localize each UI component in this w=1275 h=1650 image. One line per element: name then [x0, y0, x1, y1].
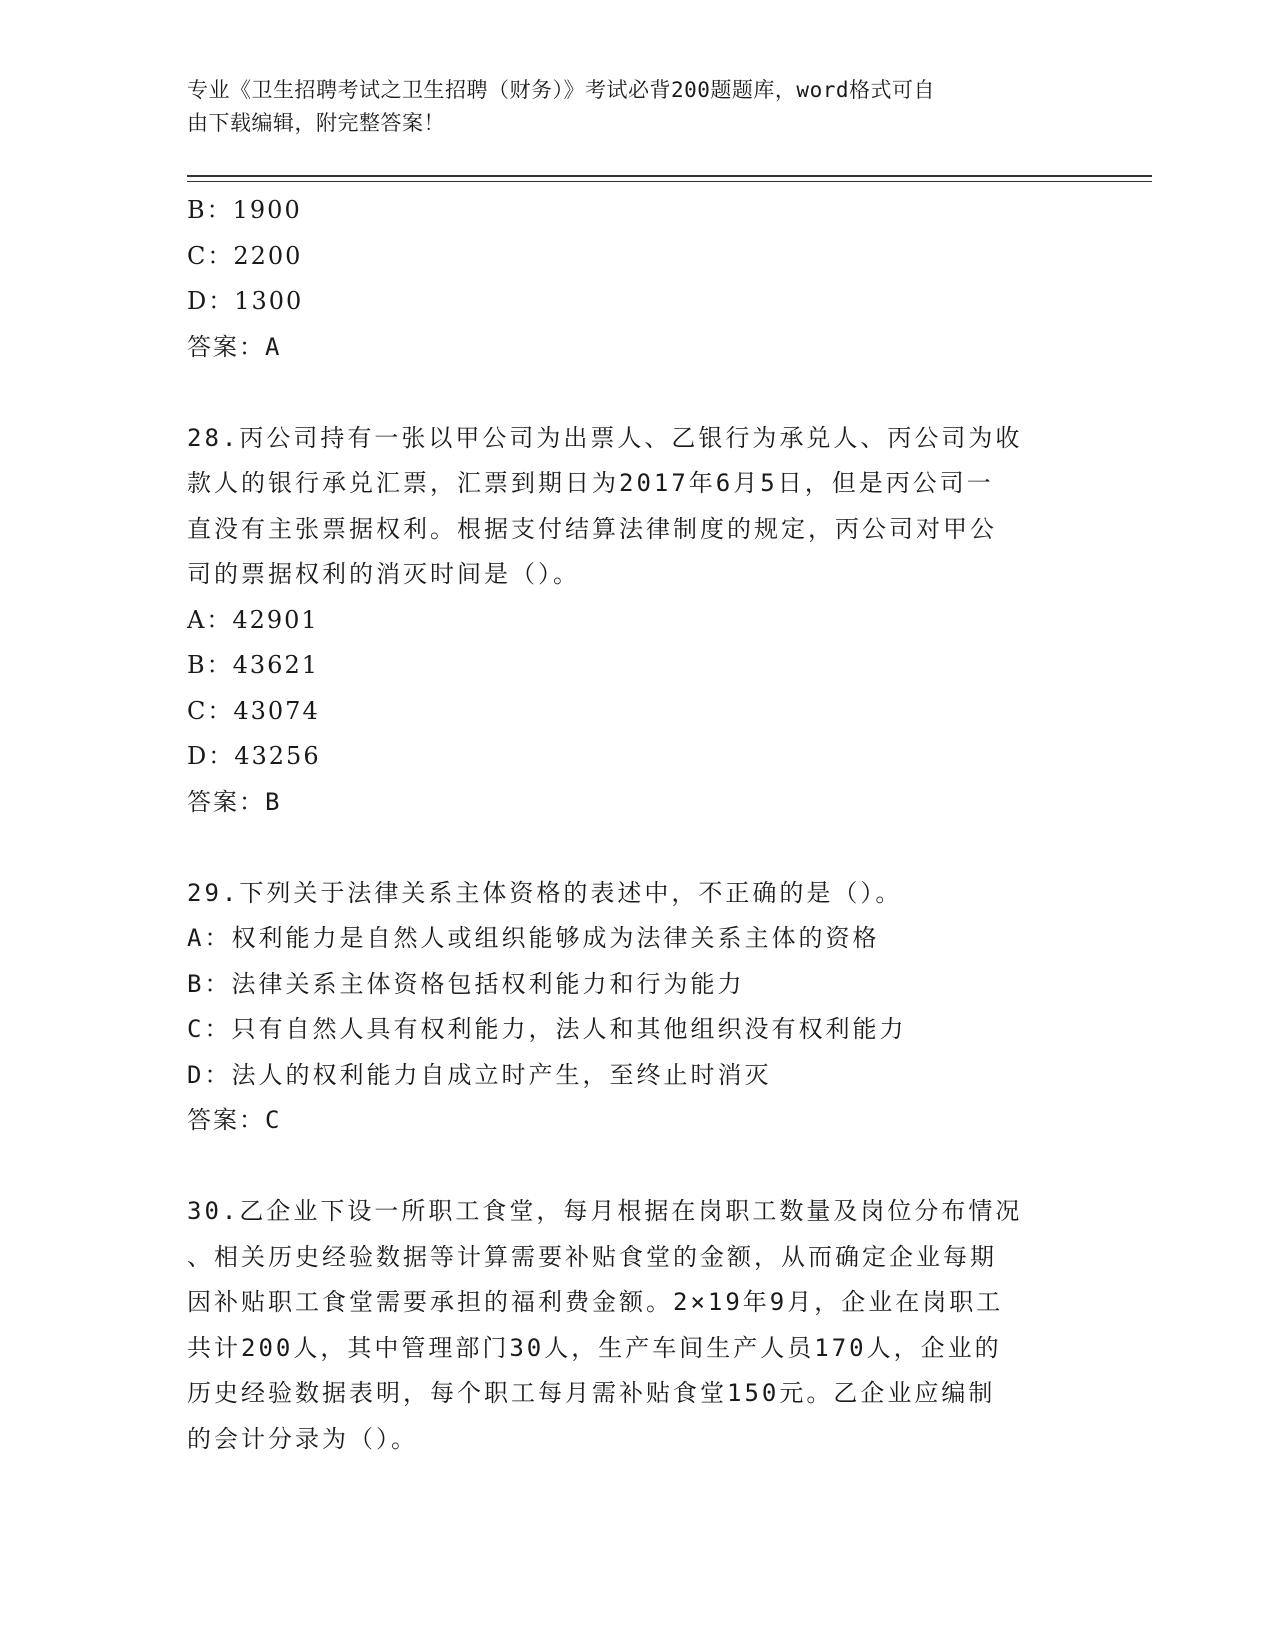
option-c: C：2200 — [187, 241, 303, 270]
answer-line: 答案：A — [187, 332, 282, 361]
header-line-2: 由下载编辑，附完整答案！ — [187, 111, 445, 135]
header-rule-thick — [187, 175, 1152, 177]
answer-line: 答案：C — [187, 1106, 282, 1134]
question-text-line: 款人的银行承兑汇票，汇票到期日为2017年6月5日，但是丙公司一 — [187, 469, 994, 497]
question-30 — [187, 1189, 1087, 1462]
option-d: D：43256 — [187, 742, 321, 770]
header-line-1: 专业《卫生招聘考试之卫生招聘（财务）》考试必背200题题库，word格式可自 — [187, 78, 935, 102]
option-c: C：43074 — [187, 696, 320, 725]
spacer — [187, 1144, 1087, 1190]
question-text-line: 30.乙企业下设一所职工食堂，每月根据在岗职工数量及岗位分布情况 — [187, 1197, 1023, 1225]
spacer — [187, 825, 1087, 871]
header-rule-thin — [187, 181, 1152, 182]
option-b: B：法律关系主体资格包括权利能力和行为能力 — [187, 969, 745, 998]
question-28 — [187, 416, 1087, 826]
answer-line: 答案：B — [187, 787, 282, 816]
question-text-line: 28.丙公司持有一张以甲公司为出票人、乙银行为承兑人、丙公司为收 — [187, 423, 1023, 452]
option-b: B：43621 — [187, 651, 319, 679]
question-text-line: 共计200人，其中管理部门30人，生产车间生产人员170人，企业的 — [187, 1333, 1002, 1362]
option-c: C：只有自然人具有权利能力，法人和其他组织没有权利能力 — [187, 1015, 907, 1043]
option-a: A：42901 — [187, 605, 319, 634]
option-d: D：法人的权利能力自成立时产生，至终止时消灭 — [187, 1060, 772, 1089]
previous-question-tail — [187, 188, 1087, 370]
document-header — [187, 74, 1057, 140]
question-text-line: 、相关历史经验数据等计算需要补贴食堂的金额，从而确定企业每期 — [187, 1242, 997, 1271]
question-text-line: 直没有主张票据权利。根据支付结算法律制度的规定，丙公司对甲公 — [187, 514, 997, 543]
question-text-line: 因补贴职工食堂需要承担的福利费金额。2×19年9月，企业在岗职工 — [187, 1288, 1004, 1316]
question-text-line: 29.下列关于法律关系主体资格的表述中，不正确的是（）。 — [187, 878, 903, 907]
option-a: A：权利能力是自然人或组织能够成为法律关系主体的资格 — [187, 924, 880, 952]
option-b: B：1900 — [187, 196, 302, 224]
option-d: D：1300 — [187, 287, 304, 315]
question-text-line: 的会计分录为（）。 — [187, 1424, 418, 1453]
document-body — [187, 188, 1087, 1462]
question-29 — [187, 871, 1087, 1144]
question-text-line: 司的票据权利的消灭时间是（）。 — [187, 560, 580, 588]
question-text-line: 历史经验数据表明，每个职工每月需补贴食堂150元。乙企业应编制 — [187, 1379, 996, 1407]
spacer — [187, 370, 1087, 416]
